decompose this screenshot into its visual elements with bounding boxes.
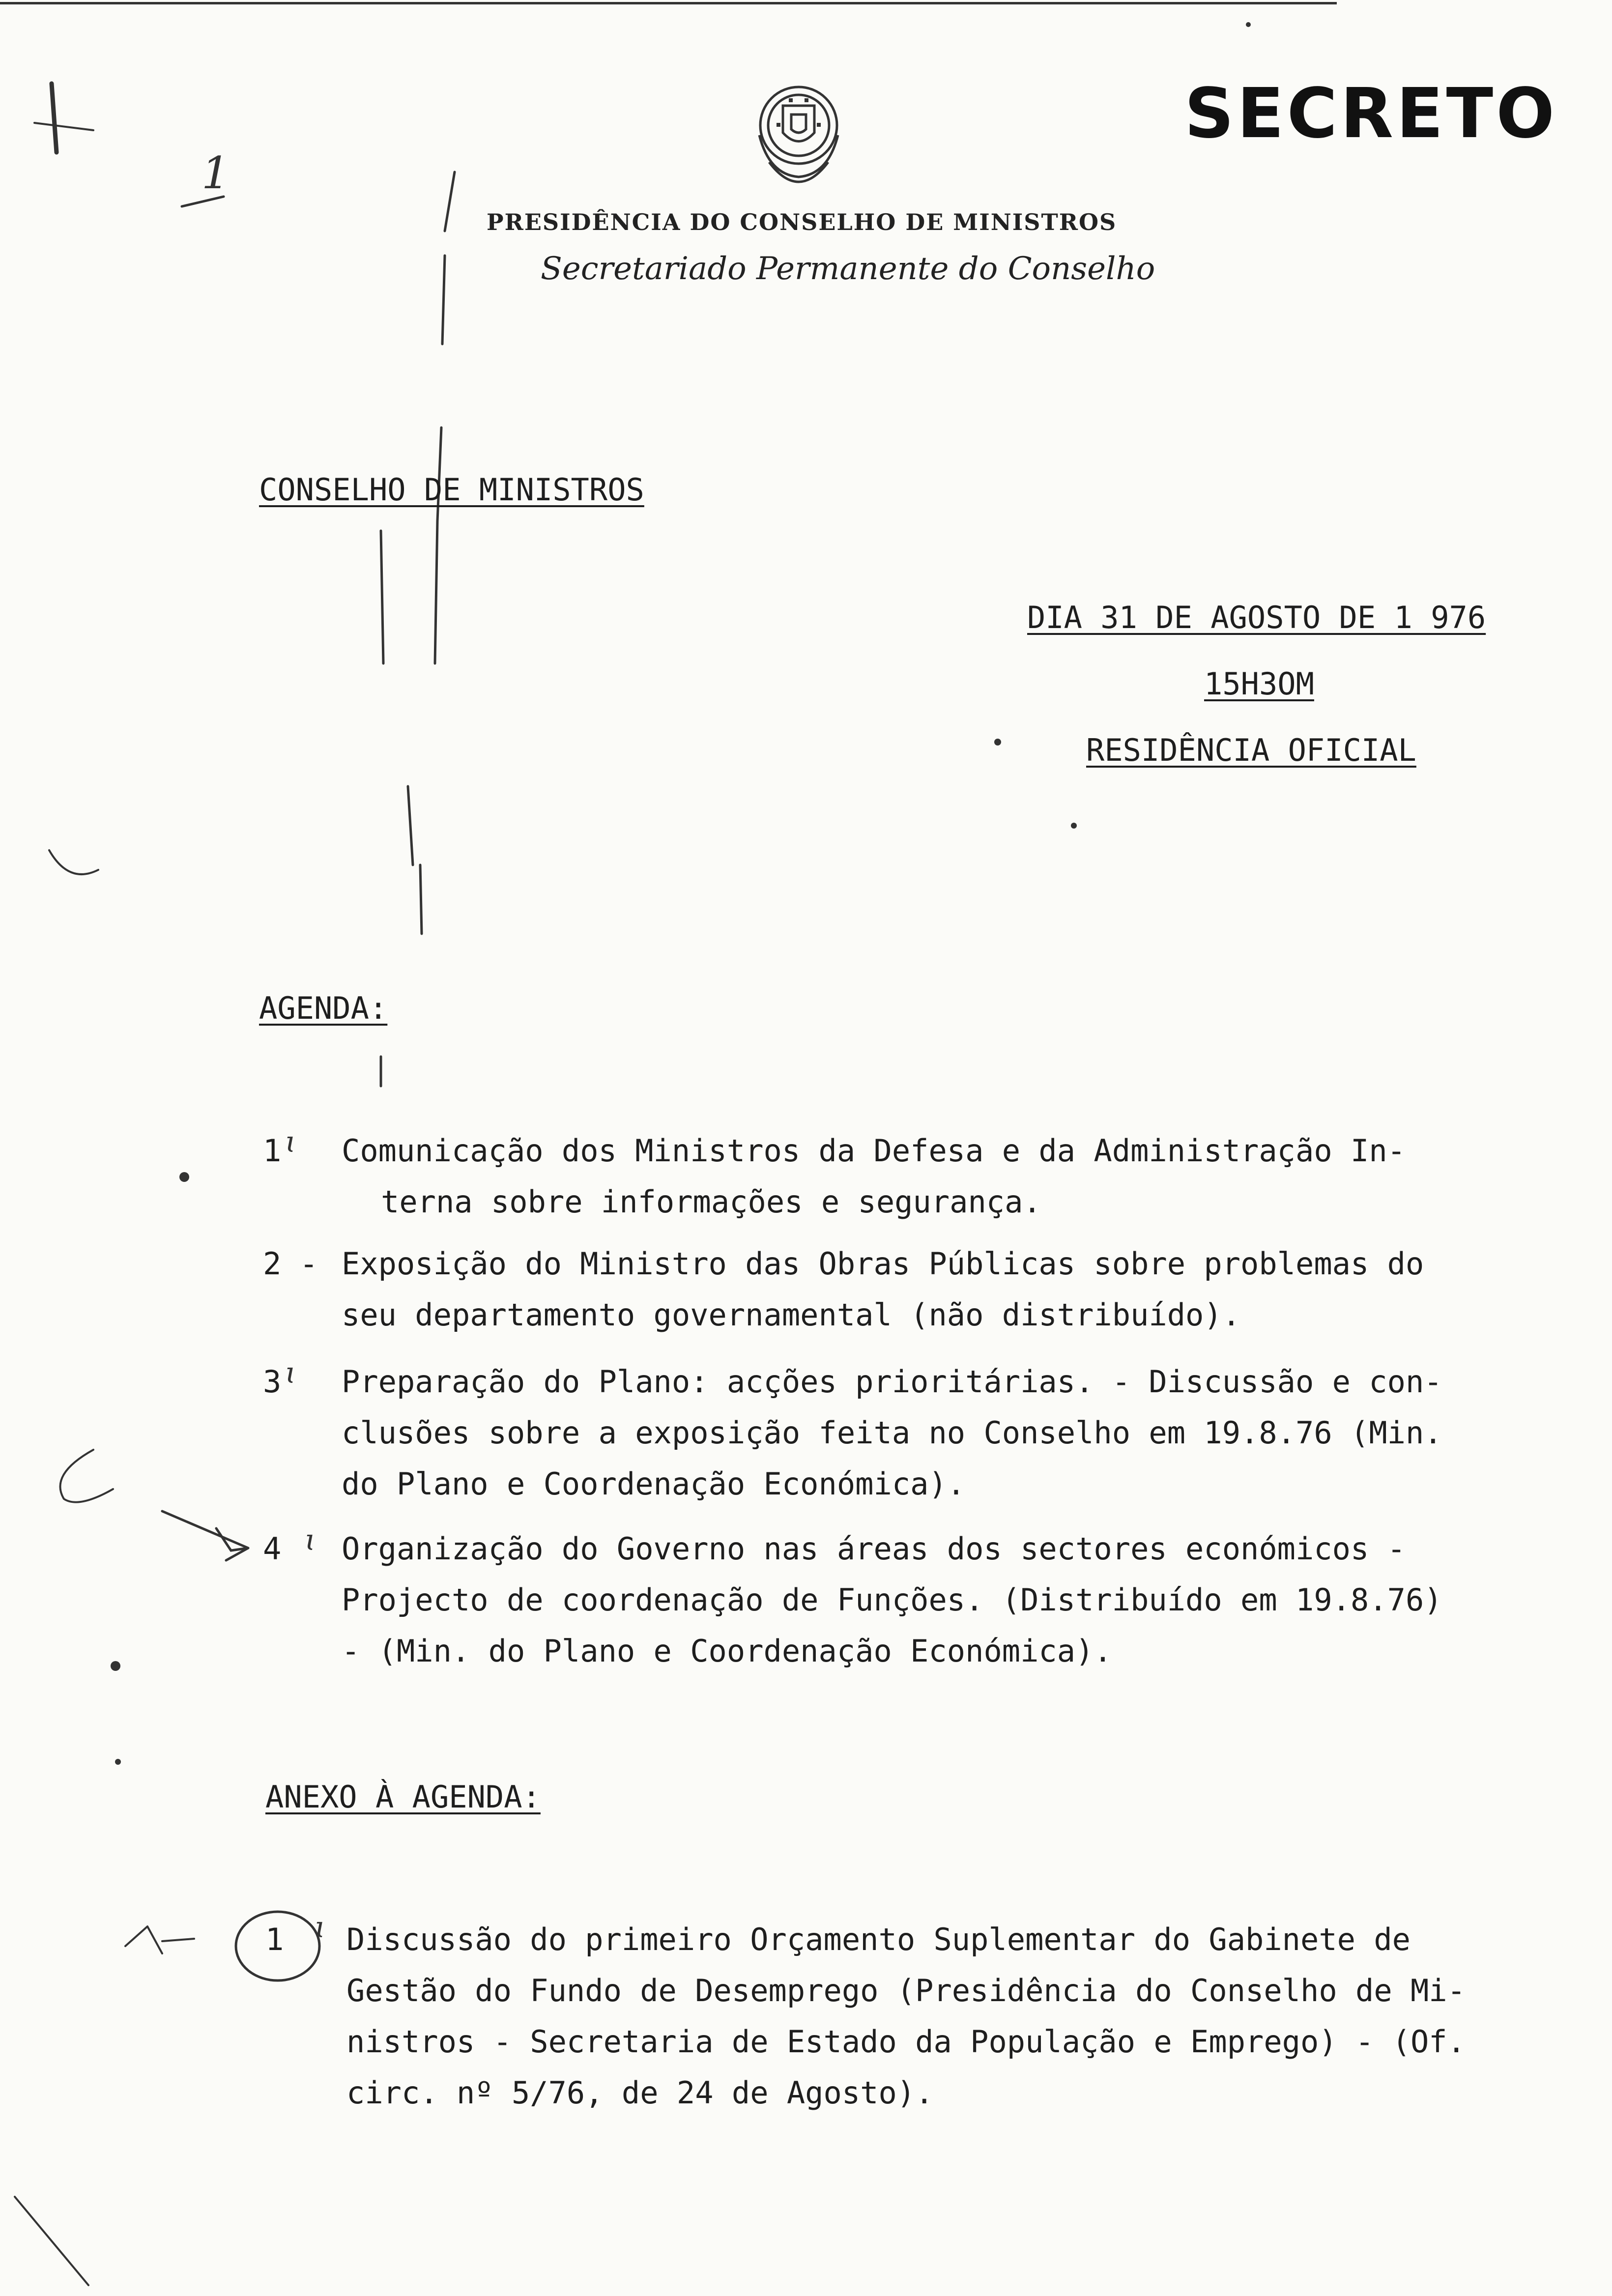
annex-item-line: circ. nº 5/76, de 24 de Agosto). <box>346 2075 934 2111</box>
check-mark-icon: ɩ <box>315 1910 326 1945</box>
agenda-item-line: - (Min. do Plano e Coordenação Económica). <box>342 1633 1112 1669</box>
agenda-item-line: terna sobre informações e segurança. <box>381 1184 1041 1220</box>
agenda-item-line: Comunicação dos Ministros da Defesa e da Administração In- <box>342 1133 1406 1169</box>
agenda-item-number: 2 - <box>263 1246 318 1282</box>
agenda-item <box>263 1238 1541 1347</box>
secretariat-subheading: Secretariado Permanente do Conselho <box>541 251 1155 287</box>
annex-item-line: Discussão do primeiro Orçamento Suplementar do Gabinete de <box>346 1922 1410 1957</box>
check-mark-icon: ɩ <box>285 1125 297 1159</box>
classification-stamp: SECRETO <box>1184 74 1558 154</box>
page-number-handwritten: 1 <box>202 147 230 199</box>
agenda-heading: AGENDA: <box>259 990 388 1026</box>
coat-of-arms-seal <box>740 76 858 189</box>
meeting-date: DIA 31 DE AGOSTO DE 1 976 <box>1027 600 1486 635</box>
council-title: CONSELHO DE MINISTROS <box>259 472 644 508</box>
agenda-item-line: seu departamento governamental (não distribuído). <box>342 1297 1241 1333</box>
presidency-heading: PRESIDÊNCIA DO CONSELHO DE MINISTROS <box>487 209 1117 235</box>
annex-item-line: nistros - Secretaria de Estado da População e Emprego) - (Of. <box>346 2024 1466 2060</box>
check-mark-icon: ɩ <box>285 1356 297 1390</box>
annex-heading: ANEXO À AGENDA: <box>265 1779 541 1815</box>
agenda-item-number: 1 <box>263 1133 282 1169</box>
agenda-item <box>263 1356 1541 1514</box>
agenda-item-line: clusões sobre a exposição feita no Conselho em 19.8.76 (Min. <box>342 1415 1442 1451</box>
agenda-item <box>263 1523 1541 1681</box>
agenda-item-line: Exposição do Ministro das Obras Públicas sobre problemas do <box>342 1246 1424 1282</box>
top-border-line <box>0 2 1337 4</box>
meeting-time: 15H3OM <box>1204 666 1314 702</box>
agenda-item-number: 3 <box>263 1364 282 1400</box>
check-mark-icon: ɩ <box>305 1523 317 1557</box>
agenda-item-line: Preparação do Plano: acções prioritárias. - Discussão e con- <box>342 1364 1442 1400</box>
agenda-item-line: do Plano e Coordenação Económica). <box>342 1466 966 1502</box>
annex-item-number: 1 <box>265 1922 284 1957</box>
annex-item <box>265 1910 1546 2121</box>
annex-item-line: Gestão do Fundo de Desemprego (Presidência do Conselho de Mi- <box>346 1973 1466 2009</box>
agenda-item-number: 4 <box>263 1531 282 1567</box>
agenda-item-line: Organização do Governo nas áreas dos sectores económicos - <box>342 1531 1406 1567</box>
meeting-place: RESIDÊNCIA OFICIAL <box>1086 732 1416 768</box>
agenda-item-line: Projecto de coordenação de Funções. (Distribuído em 19.8.76) <box>342 1582 1442 1618</box>
agenda-item <box>263 1125 1541 1234</box>
